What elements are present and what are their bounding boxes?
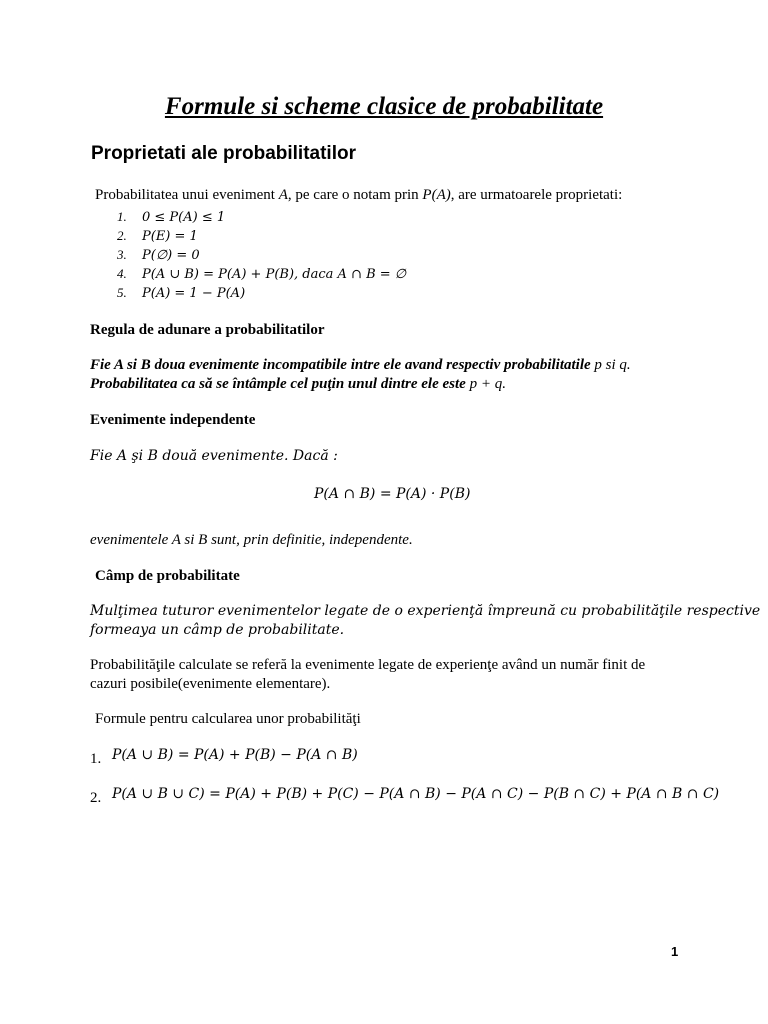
addition-rule-vars: p si q. <box>594 357 631 373</box>
intro-text-c: , are urmatoarele proprietati: <box>450 187 623 203</box>
formula-expression: P(A ∪ B) = P(A) + P(B) − P(A ∩ B) <box>112 747 358 763</box>
property-item <box>117 265 406 283</box>
probability-field-paragraph-line2: cazuri posibile(evenimente elementare). <box>90 676 331 692</box>
property-formula: P(∅) = 0 <box>142 248 200 263</box>
property-formula: P(A ∪ B) = P(A) + P(B), daca A ∩ B = ∅ <box>142 267 407 282</box>
section-heading-probability-field: Câmp de probabilitate <box>95 568 240 584</box>
addition-rule-line2 <box>90 376 506 393</box>
intro-pa: P(A) <box>422 187 451 203</box>
probability-field-paragraph-line1: Probabilităţile calculate se referă la evenimente legate de experienţe având un număr finit de <box>90 657 646 673</box>
independence-formula: P(A ∩ B) = P(A) · P(B) <box>314 486 471 502</box>
property-item <box>117 284 245 302</box>
intro-text-b: , pe care o notam prin <box>287 187 423 203</box>
probability-field-definition-line1: Mulţimea tuturor evenimentelor legate de o experienţă împreună cu probabilităţile respective <box>90 603 761 619</box>
document-title: Formule si scheme clasice de probabilitate <box>164 93 604 120</box>
property-formula: P(A) = 1 − P(A) <box>142 286 246 301</box>
property-item <box>117 246 200 264</box>
independent-events-intro: Fie A şi B două evenimente. Dacă : <box>90 448 338 464</box>
property-number: 5. <box>117 285 127 300</box>
formula-item <box>90 746 358 767</box>
properties-intro <box>95 187 622 204</box>
intro-text-a: Probabilitatea unui eveniment <box>95 187 279 203</box>
property-number: 3. <box>117 247 127 262</box>
formula-expression: P(A ∪ B ∪ C) = P(A) + P(B) + P(C) − P(A ∩ B) − P(A ∩ C) − P(B ∩ C) + P(A ∩ B ∩ C) <box>112 786 720 802</box>
page-number: 1 <box>671 944 679 959</box>
property-number: 1. <box>117 209 127 224</box>
property-item <box>117 227 198 245</box>
section-heading-formulas: Formule pentru calcularea unor probabilităţi <box>95 711 361 727</box>
property-number: 4. <box>117 266 127 281</box>
intro-var: A <box>278 187 288 203</box>
formula-item <box>90 785 720 806</box>
probability-field-definition-line2: formeaya un câmp de probabilitate. <box>90 622 345 638</box>
property-item <box>117 208 225 226</box>
property-formula: P(E) = 1 <box>142 229 198 244</box>
addition-rule-sum: p + q. <box>469 376 506 392</box>
formula-number: 2. <box>90 790 102 806</box>
section-heading-addition-rule: Regula de adunare a probabilitatilor <box>90 322 325 338</box>
independence-conclusion: evenimentele A si B sunt, prin definitie, independente. <box>90 532 413 548</box>
property-formula: 0 ≤ P(A) ≤ 1 <box>142 210 226 225</box>
section-heading-properties: Proprietati ale probabilitatilor <box>91 143 356 164</box>
property-number: 2. <box>117 228 127 243</box>
addition-rule-line1 <box>90 357 631 374</box>
formula-number: 1. <box>90 751 102 767</box>
addition-rule-text: Probabilitatea ca să se întâmple cel puţin unul dintre ele este <box>90 376 470 392</box>
section-heading-independent-events: Evenimente independente <box>90 412 256 428</box>
addition-rule-text: Fie A si B doua evenimente incompatibile intre ele avand respectiv probabilitatile <box>90 357 595 373</box>
